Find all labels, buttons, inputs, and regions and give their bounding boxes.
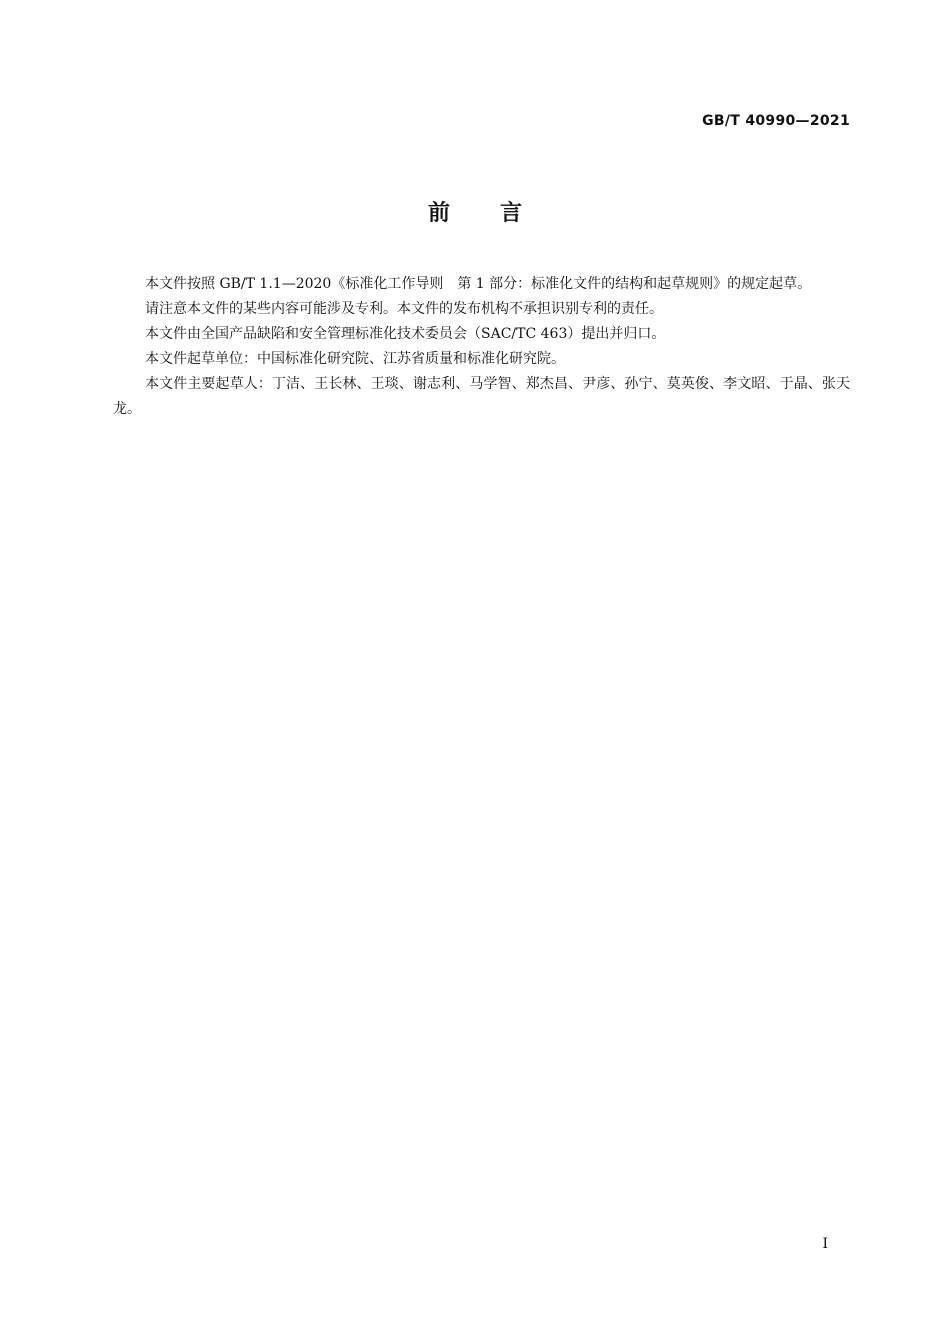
paragraph-drafters: 本文件主要起草人：丁洁、王长林、王琰、谢志利、马学智、郑杰昌、尹彦、孙宁、莫英俊、李文昭、于晶、张天龙。 <box>113 376 850 417</box>
section-title: 前言 <box>427 201 572 226</box>
paragraph-patent-notice: 请注意本文件的某些内容可能涉及专利。本文件的发布机构不承担识别专利的责任。 <box>145 301 663 317</box>
paragraph-proposer: 本文件由全国产品缺陷和安全管理标准化技术委员会（SAC/TC 463）提出并归口。 <box>145 326 666 342</box>
paragraph-drafting-rules: 本文件按照 GB/T 1.1—2020《标准化工作导则 第 1 部分：标准化文件的结构和起草规则》的规定起草。 <box>145 276 812 292</box>
standard-code: GB/T 40990—2021 <box>702 113 850 129</box>
foreword-body <box>113 272 850 422</box>
paragraph-drafting-units: 本文件起草单位：中国标准化研究院、江苏省质量和标准化研究院。 <box>145 351 565 367</box>
page-number: I <box>822 1236 828 1252</box>
